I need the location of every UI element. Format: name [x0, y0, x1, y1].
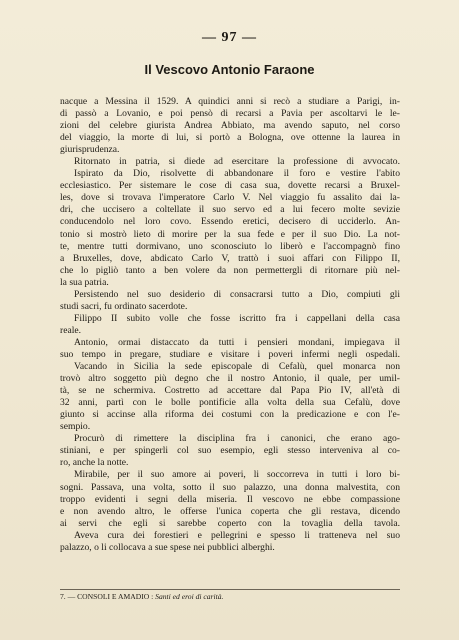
footer: [60, 592, 400, 601]
text-line: del viaggio, la morte di lui, si portò a Bologna, ove ottenne la laurea in: [60, 132, 400, 144]
text-line: e non avendo altro, le offerse l'unica coperta che gli restava, dicendo: [60, 505, 400, 517]
footer-signature: 7. — CONSOLI E AMADIO :: [60, 592, 154, 601]
text-line: palazzo, o li collocava a sue spese nei pubblici alberghi.: [60, 541, 275, 553]
text-line: sogni. Passava, una volta, sotto il suo palazzo, una donna malvestita, con: [60, 481, 400, 493]
text-line: troppo evidenti i segni della miseria. Il vescovo ne ebbe compassione: [60, 493, 400, 505]
text-line: studi sacri, fu ordinato sacerdote.: [60, 300, 188, 312]
text-line: Ritornato in patria, si diede ad esercitare la professione di avvocato.: [74, 156, 400, 168]
text-line: 32 anni, partì con le bolle pontificie alla volta della sua Cefalù, dove: [60, 397, 400, 409]
text-line: te, mentre tutti dormivano, uno sconosciuto lo liberò e l'accompagnò fino: [60, 240, 400, 252]
text-line: Antonio, ormai distaccato da tutti i pensieri mondani, impiegava il: [74, 336, 400, 348]
text-line: Vacando in Sicilia la sede episcopale di Cefalù, quel monarca non: [74, 361, 400, 373]
text-line: ecclesiastico. Per sistemare le cose di casa sua, dovette recarsi a Bruxel-: [60, 180, 400, 192]
text-line: Persistendo nel suo desiderio di consacrarsi tutto a Dio, compiuti gli: [74, 288, 400, 300]
text-line: les, dove si trovava l'imperatore Carlo V. Nel viaggio fu assalito dai la-: [60, 192, 400, 204]
text-line: zioni del celebre giurista Andrea Abbiato, ma avendo saputo, nel corso: [60, 120, 400, 132]
text-line: Ispirato da Dio, risolvette di abbandonare il foro e vestire l'abito: [74, 168, 400, 180]
text-line: di passò a Lovanio, e poi pensò di recarsi a Pavia per ascoltarvi le le-: [60, 108, 400, 120]
text-line: stiniani, e per spingerli col suo esempio, egli stesso interveniva al co-: [60, 445, 400, 457]
text-line: suo tempo in pregare, studiare e visitare i poveri infermi negli ospedali.: [60, 348, 400, 360]
text-line: tà, se ne schermiva. Costretto ad accettare dal Papa Pio IV, all'età di: [60, 385, 400, 397]
body-text: [60, 96, 400, 554]
text-line: nacque a Messina il 1529. A quindici anni si recò a studiare a Parigi, in-: [60, 96, 400, 107]
footer-book-title: Santi ed eroi di carità.: [155, 592, 224, 601]
page-number: — 97 —: [202, 30, 257, 45]
text-line: ro, anche la notte.: [60, 457, 129, 469]
text-line: Filippo II subito volle che fosse iscritto fra i cappellani della casa: [74, 312, 400, 324]
text-line: Mirabile, per il suo amore ai poveri, li soccorreva in tutti i loro bi-: [74, 469, 400, 481]
text-line: sempio.: [60, 421, 91, 433]
text-line: la sua patria.: [60, 276, 109, 288]
text-line: conducendolo nel loro covo. Essendo eretici, decisero di ucciderlo. An-: [60, 216, 400, 228]
text-line: dri, che uccisero a coltellate il suo servo ed a lui fecero molte sevizie: [60, 204, 400, 216]
text-line: Aveva cura dei forestieri e pellegrini e spesso li tratteneva nel suo: [74, 529, 400, 541]
chapter-title: Il Vescovo Antonio Faraone: [144, 62, 315, 77]
text-line: che lo pigliò tanto a ben volere da non permettergli di ritornare più nel-: [60, 264, 400, 276]
text-line: tonio si mostrò lieto di morire per la sua fede e per il suo Dio. La not-: [60, 228, 400, 240]
footer-rule: [60, 589, 400, 590]
text-line: ai servi che egli si sarebbe coperto con la tovaglia della tavola.: [60, 517, 400, 529]
text-line: giurisprudenza.: [60, 144, 120, 156]
text-line: trovò altro soggetto più degno che il nostro Antonio, il quale, per umil-: [60, 373, 400, 385]
text-line: reale.: [60, 324, 82, 336]
text-line: giunto si accinse alla riforma dei costumi con la predicazione e con l'e-: [60, 409, 400, 421]
text-line: a Bruxelles, dove, abdicato Carlo V, trattò i suoi affari con Filippo II,: [60, 252, 400, 264]
text-line: Procurò di rimettere la disciplina fra i canonici, che erano ago-: [74, 433, 400, 445]
